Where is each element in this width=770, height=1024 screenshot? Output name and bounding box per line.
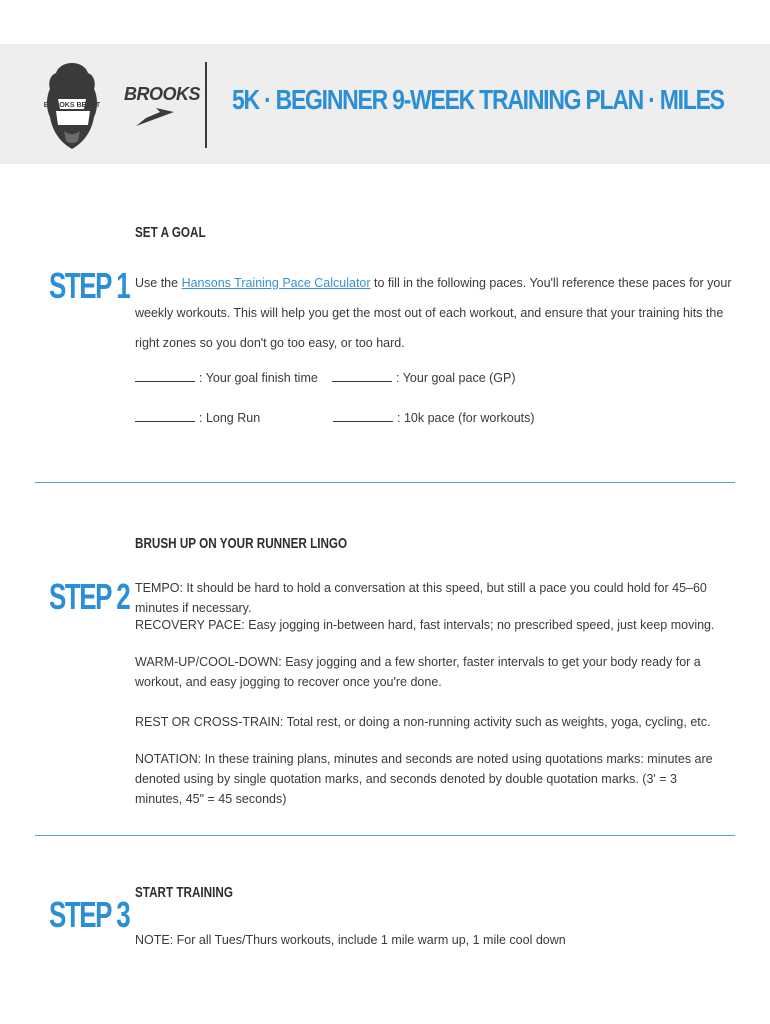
field-label: : Long Run bbox=[199, 411, 261, 425]
section-divider bbox=[35, 482, 735, 483]
section-divider bbox=[35, 835, 735, 836]
goal-finish-time-field[interactable] bbox=[135, 371, 318, 385]
blank-line bbox=[135, 421, 195, 422]
goal-pace-field[interactable] bbox=[332, 371, 516, 385]
rest-cross-train-definition: REST OR CROSS-TRAIN: Total rest, or doing a non-running activity such as weights, yoga, cycling, etc. bbox=[135, 715, 711, 729]
hansons-calculator-link[interactable]: Hansons Training Pace Calculator bbox=[181, 276, 371, 290]
field-label: : 10k pace (for workouts) bbox=[397, 411, 535, 425]
notation-definition: NOTATION: In these training plans, minutes and seconds are noted using quotations marks: minutes are denoted using by single quotation marks, and seconds denoted by double quotation marks. (3' = 3 minutes, 45" = 45 seconds) bbox=[135, 752, 713, 806]
brooks-beast-logo bbox=[44, 59, 100, 153]
step3-label: STEP 3 bbox=[49, 894, 130, 935]
plan-title: 5K · BEGINNER 9-WEEK TRAINING PLAN · MILES bbox=[232, 84, 724, 115]
recovery-pace-definition: RECOVERY PACE: Easy jogging in-between hard, fast intervals; no prescribed speed, just keep moving. bbox=[135, 618, 715, 632]
blank-line bbox=[135, 381, 195, 382]
blank-line bbox=[333, 421, 393, 422]
step2-label: STEP 2 bbox=[49, 576, 130, 617]
brooks-wordmark: BROOKS bbox=[124, 84, 201, 104]
step2-heading: BRUSH UP ON YOUR RUNNER LINGO bbox=[135, 535, 348, 552]
blank-line bbox=[332, 381, 392, 382]
warmup-cooldown-definition: WARM-UP/COOL-DOWN: Easy jogging and a few shorter, faster intervals to get your body ready for a workout, and easy jogging to recover once you're done. bbox=[135, 655, 701, 689]
tempo-definition: TEMPO: It should be hard to hold a conversation at this speed, but still a pace you could hold for 45–60 minutes if necessary. bbox=[135, 581, 707, 615]
step1-heading: SET A GOAL bbox=[135, 224, 206, 241]
field-label: : Your goal finish time bbox=[199, 371, 318, 385]
svg-text:BROOKS BEAST: BROOKS BEAST bbox=[44, 102, 100, 109]
field-label: : Your goal pace (GP) bbox=[396, 371, 516, 385]
header-divider bbox=[205, 62, 207, 148]
step3-heading: START TRAINING bbox=[135, 884, 233, 901]
10k-pace-field[interactable] bbox=[333, 411, 535, 425]
step1-text-after: to fill in the following paces. You'll reference these paces for your weekly workouts. This will help you get the most out of each workout, and ensure that your training hits the right zones so you don't go too easy, or too hard. bbox=[135, 276, 732, 350]
brooks-chevron-icon bbox=[134, 106, 180, 128]
step1-text bbox=[135, 268, 735, 358]
step1-label: STEP 1 bbox=[49, 265, 130, 306]
header-band bbox=[0, 44, 770, 164]
long-run-field[interactable] bbox=[135, 411, 260, 425]
step1-text-before: Use the bbox=[135, 276, 182, 290]
step3-note: NOTE: For all Tues/Thurs workouts, include 1 mile warm up, 1 mile cool down bbox=[135, 933, 566, 947]
